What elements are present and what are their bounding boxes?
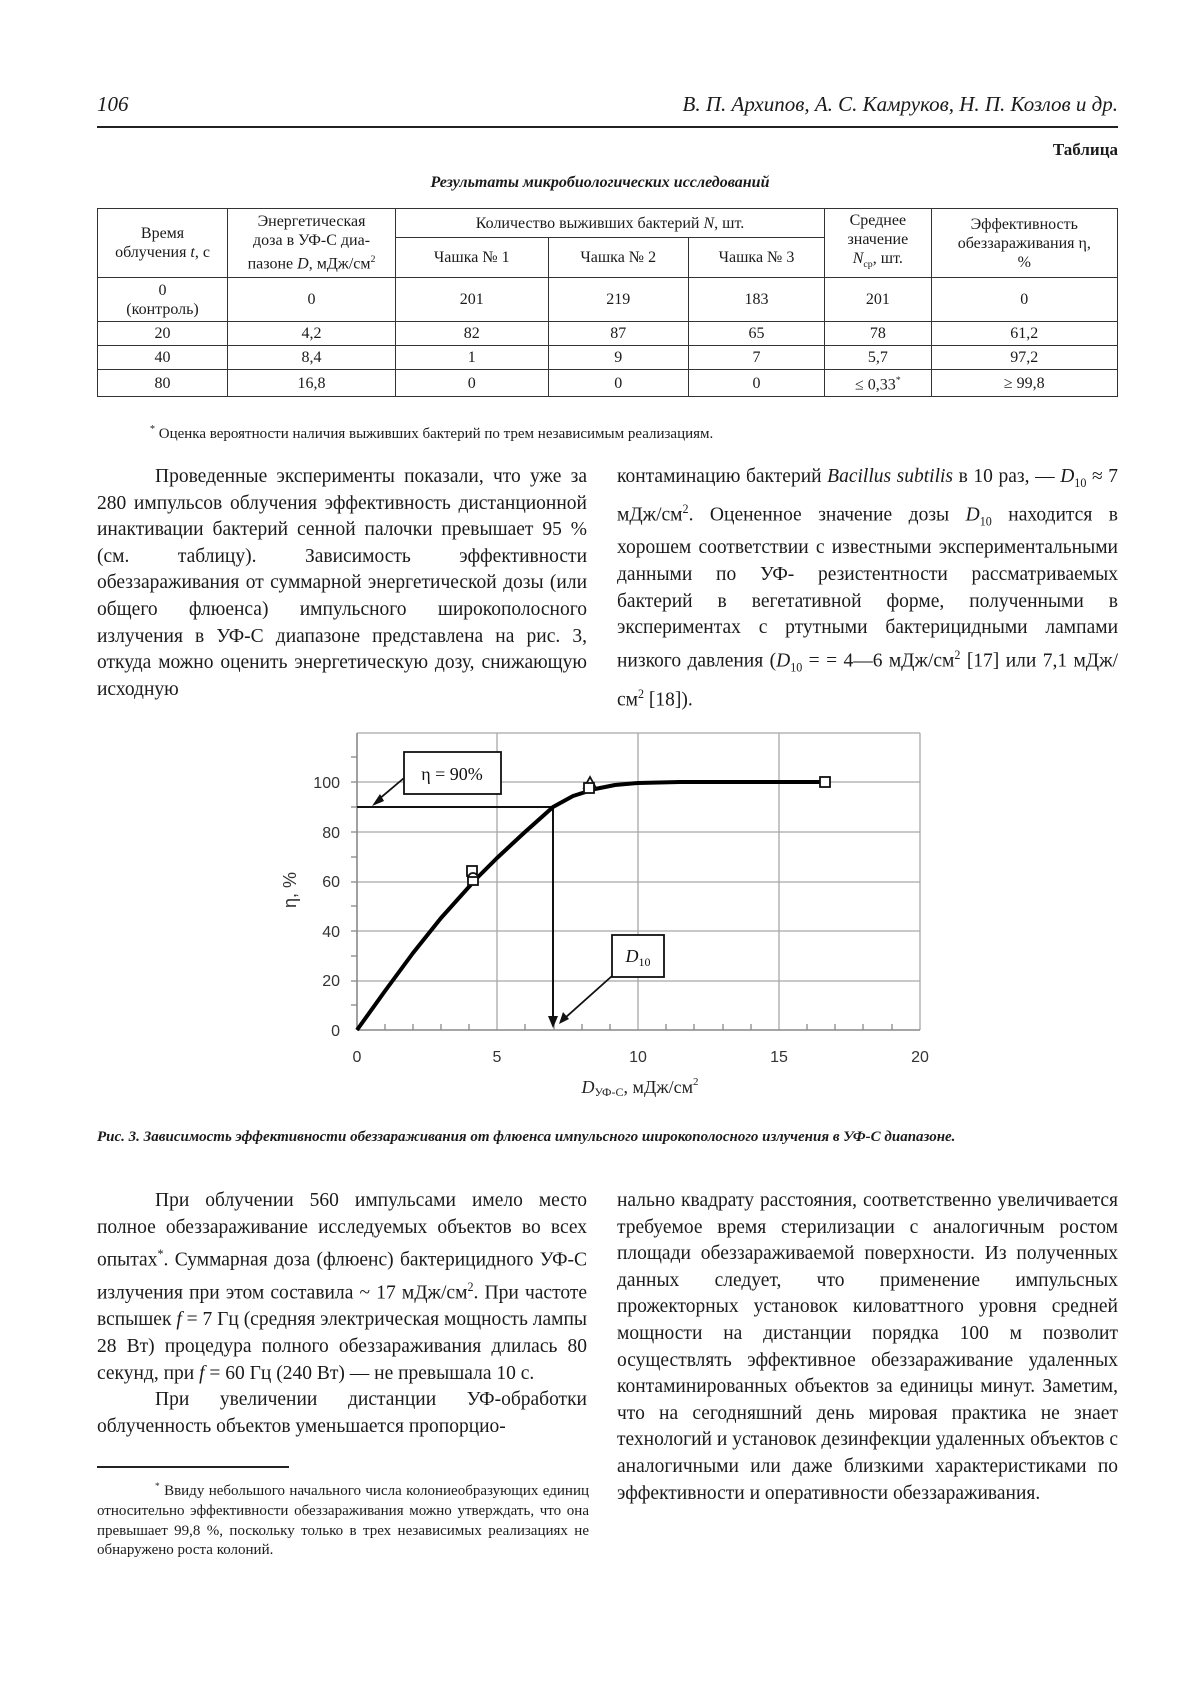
text-right-column-1 [617,464,1118,714]
table-title: Результаты микробиологических исследований [430,174,770,191]
page-number: 106 [97,92,129,116]
figure-caption: Рис. 3. Зависимость эффективности обеззараживания от флюенса импульсного широкополосного излучения в УФ-С диапазоне. [97,1129,956,1145]
text-right-column-2 [617,1188,1118,1507]
x-axis-label: DУФ-С, мДж/$см^2$ [581,1076,699,1099]
paragraph: нально квадрату расстояния, соответственно увеличивается требуемое время стерилизации с аналогичным ростом площади обеззараживаемой поверхности. Из полученных данных следует, что применение импульсных прожекторных установок киловаттного уровня средней мощности на дистанции порядка 100 м позволит осуществлять эффективное обеззараживание удаленных контаминированных объектов за единицы минут. Заметим, что на сегодняшний день мировая практика не знает технологий и установок дезинфекции удаленных объектов с аналогичными или даже близкими характеристиками по эффективности и оперативности обеззараживания. [617,1190,1118,1504]
d10-annotation-text: $D_{10}$ [625,946,651,969]
header-time: Время облучения t, с [98,209,228,278]
svg-text:0: 0 [352,1049,362,1066]
svg-text:20: 20 [911,1049,929,1066]
svg-text:40: 40 [322,924,340,941]
results-table [97,208,1118,397]
paragraph: При увеличении дистанции УФ-обработки облученность объектов уменьшается пропорцио- [97,1389,587,1437]
arrow-icon [559,1012,569,1024]
paragraph: Проведенные эксперименты показали, что уже за 280 импульсов облучения эффективность дистанционной инактивации бактерий сенной палочки превышает 95 % (см. таблицу). Зависимость эффективности обеззараживания от суммарной энергетической дозы (или общего флюенса) импульсного широкополосного излучения в УФ-С диапазоне представлена на рис. 3, откуда можно оценить энергетическую дозу, снижающую исходную [97,466,587,700]
text-left-column-2 [97,1188,587,1440]
header-dish-3: Чашка № 3 [688,238,824,278]
svg-text:60: 60 [322,874,340,891]
arrow-down-icon [548,1016,558,1028]
data-markers [467,777,830,885]
y-axis-label: η, % [280,871,300,909]
square-marker [468,877,478,885]
header-divider [97,126,1118,128]
svg-text:10: 10 [629,1049,647,1066]
header-dish-2: Чашка № 2 [548,238,688,278]
svg-text:100: 100 [313,775,340,792]
header-efficiency: Эффективность обеззараживания η, % [931,209,1117,278]
header-mean: Среднее значение $N_{ср}$, шт. [825,209,932,278]
footnote-divider [97,1466,289,1468]
svg-text:80: 80 [322,825,340,842]
svg-text:5: 5 [492,1049,502,1066]
table-label: Таблица [1052,140,1118,159]
table-row: 80 16,8 0 0 0 ≤ 0,33* ≥ 99,8 [98,370,1118,397]
square-marker [820,777,830,787]
running-header-authors: В. П. Архипов, А. С. Камруков, Н. П. Козлов и др. [682,92,1118,116]
eta-annotation-text: η = 90% [421,764,483,784]
table-note: * Оценка вероятности наличия выживших бактерий по трем независимым реализациям. [150,424,714,442]
svg-text:0: 0 [331,1023,340,1040]
table-row: 40 8,4 1 9 7 5,7 97,2 [98,346,1118,370]
paragraph: При облучении 560 импульсами имело место полное обеззараживание исследуемых объектов во всех опытах*. Суммарная доза (флюенс) бактерицидного УФ-С излучения при этом составила ~ 17 мДж/$см^2$. При частоте вспышек f = 7 Гц (средняя электрическая мощность лампы 28 Вт) процедура полного обеззараживания длилась 80 секунд, при f = 60 Гц (240 Вт) — не превышала 10 с. [97,1190,587,1384]
y-tick-labels [313,775,340,1040]
text-left-column-1 [97,464,587,703]
efficiency-vs-dose-chart [250,720,950,1100]
svg-text:15: 15 [770,1049,788,1066]
x-tick-labels [353,1049,929,1066]
footnote: * Ввиду небольшого начального числа колониеобразующих единиц относительно эффективности обеззараживания можно утверждать, что она превышает 99,8 %, поскольку только в трех независимых реализациях не обнаружено роста колоний. [97,1482,589,1559]
header-dish-1: Чашка № 1 [395,238,548,278]
header-count-group: Количество выживших бактерий N, шт. [395,209,824,238]
svg-text:20: 20 [322,973,340,990]
table-row: 0 (контроль) 0 201 219 183 201 0 [98,278,1118,322]
table-row: 20 4,2 82 87 65 78 61,2 [98,322,1118,346]
header-dose: Энергетическая доза в УФ-С диа- пазоне D, мДж/$см^2$ [228,209,396,278]
square-marker [584,783,594,793]
paragraph: контаминацию бактерий Bacillus subtilis в 10 раз, — $D_{10} \approx 7$ мДж/$см^2$. Оцененное значение дозы $D_{10}$ находится в хорошем соответствии с известными экспериментальными данными по УФ- резистентности рассматриваемых бактерий в вегетативной форме, полученными в экспериментах с ртутными бактерицидными лампами низкого давления ($D_{10}$ = = 4—6 мДж/$см^2$ [17] или 7,1 мДж/$см^2$ [18]). [617,466,1118,711]
